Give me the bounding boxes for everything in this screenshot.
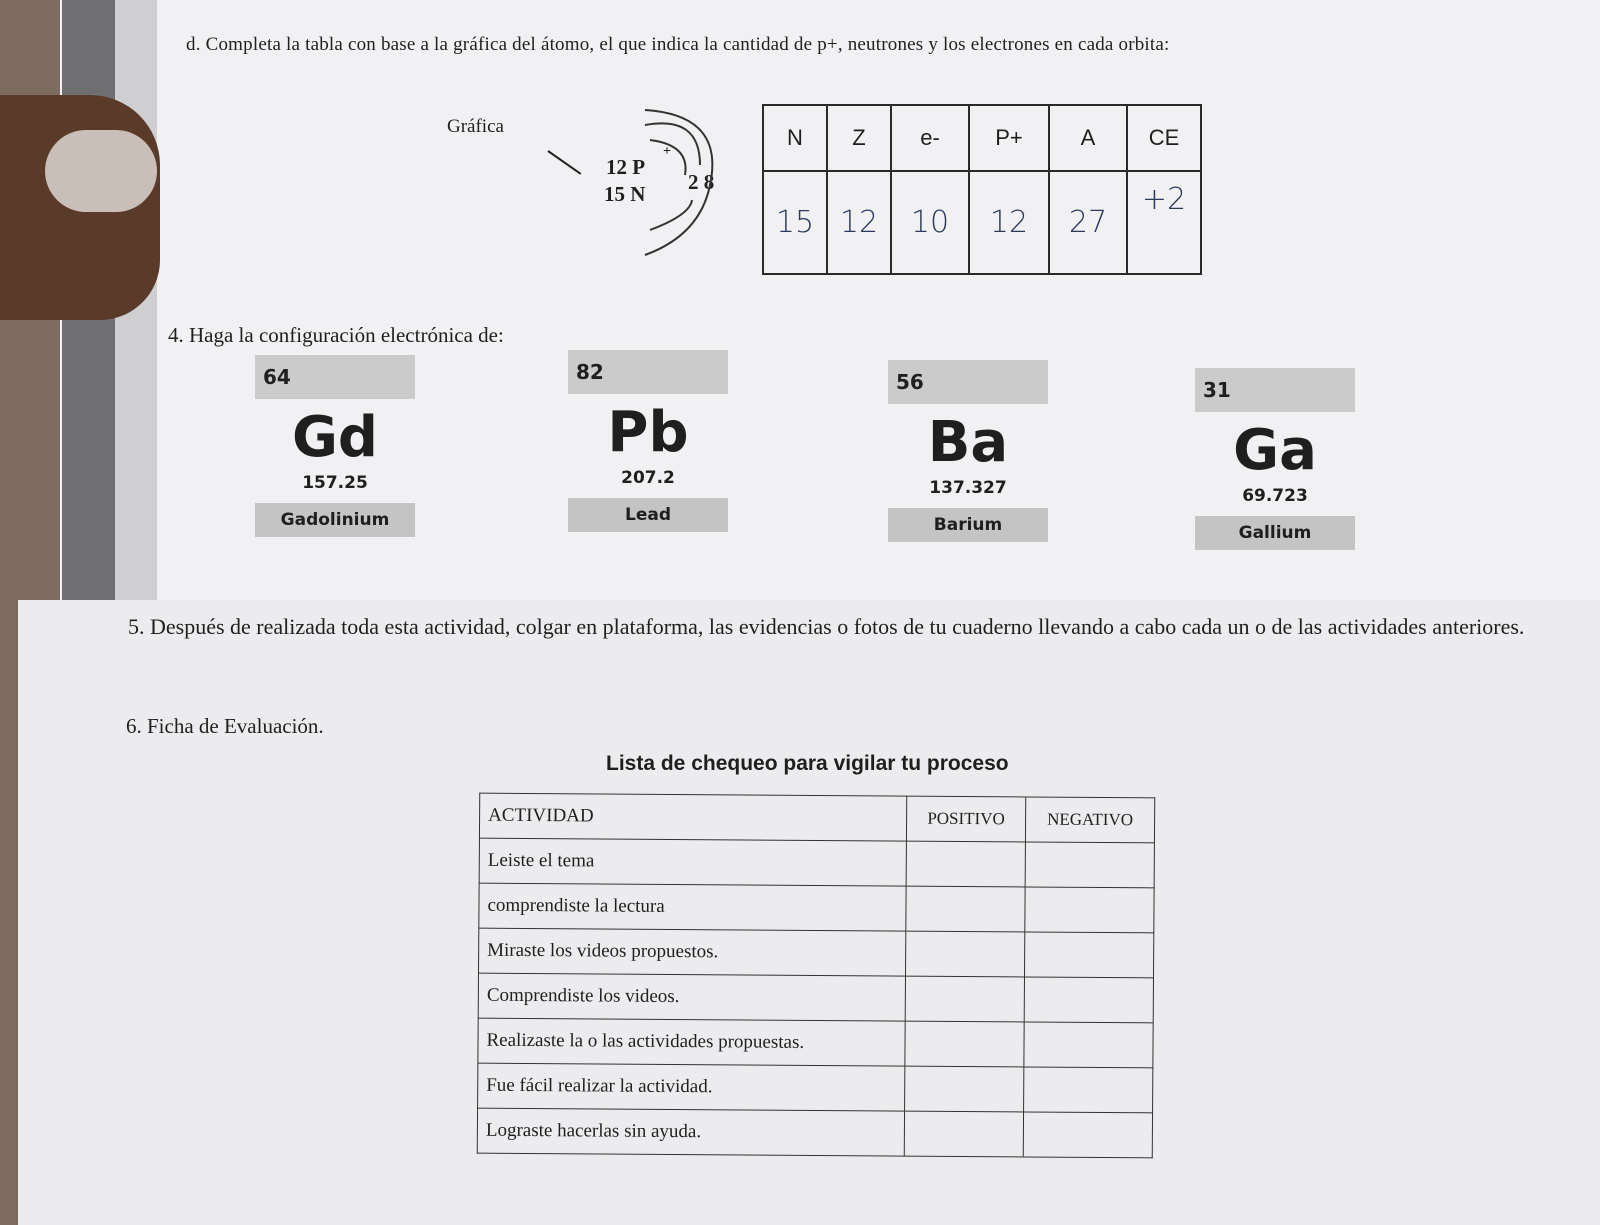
value-n: 15: [763, 171, 827, 274]
atomic-mass: 207.2: [621, 468, 675, 488]
element-name: Gallium: [1195, 516, 1355, 550]
graph-label: Gráfica: [447, 116, 504, 137]
table-row: [478, 1018, 1153, 1068]
table-row: [478, 973, 1153, 1023]
header-a: A: [1049, 105, 1127, 171]
checklist-title: Lista de chequeo para vigilar tu proceso: [606, 752, 1009, 775]
negativo-cell[interactable]: [1023, 1112, 1152, 1158]
atomic-number: 64: [255, 355, 415, 399]
activity-cell: Leiste el tema: [479, 838, 906, 886]
value-p: 12: [969, 171, 1049, 274]
header-ce: CE: [1127, 105, 1201, 171]
element-card-ba: [888, 360, 1048, 560]
positivo-cell[interactable]: [906, 886, 1025, 932]
fingernail: [45, 130, 157, 212]
header-n: N: [763, 105, 827, 171]
positivo-cell[interactable]: [905, 976, 1024, 1022]
negativo-cell[interactable]: [1024, 977, 1153, 1023]
element-symbol: Pb: [607, 400, 689, 465]
table-row: [479, 928, 1154, 978]
atomic-number: 31: [1195, 368, 1355, 412]
element-card-ga: [1195, 368, 1355, 568]
element-card-gd: [255, 355, 415, 555]
negativo-cell[interactable]: [1025, 887, 1154, 933]
atomic-number: 82: [568, 350, 728, 394]
header-positivo: POSITIVO: [906, 796, 1025, 842]
activity-cell: Lograste hacerlas sin ayuda.: [477, 1108, 904, 1156]
checklist-table: [477, 793, 1156, 1159]
shell-electrons: 2 8: [688, 170, 715, 194]
header-actividad: ACTIVIDAD: [479, 793, 906, 841]
table-row: [477, 1108, 1152, 1158]
header-negativo: NEGATIVO: [1025, 797, 1154, 843]
section-4-title: 4. Haga la configuración electrónica de:: [168, 323, 504, 347]
section-d-instruction: d. Completa la tabla con base a la gráfica del átomo, el que indica la cantidad de p+, neutrones y los electrones en cada orbita:: [186, 34, 1170, 55]
table-row: [479, 883, 1154, 933]
negativo-cell[interactable]: [1025, 842, 1154, 888]
protons-label: 12 P: [606, 155, 646, 179]
positivo-cell[interactable]: [905, 1021, 1024, 1067]
section-5-text: 5. Después de realizada toda esta actividad, colgar en plataforma, las evidencias o fotos de tu cuaderno llevando a cabo cada un o de las actividades anteriores.: [128, 614, 1525, 639]
element-symbol: Gd: [291, 405, 379, 470]
atomic-number: 56: [888, 360, 1048, 404]
positivo-cell[interactable]: [905, 1066, 1024, 1112]
element-name: Gadolinium: [255, 503, 415, 537]
section-6-title: 6. Ficha de Evaluación.: [126, 714, 324, 738]
activity-cell: Miraste los videos propuestos.: [479, 928, 906, 976]
value-ce: +2: [1127, 171, 1201, 274]
activity-cell: comprendiste la lectura: [479, 883, 906, 931]
value-a: 27: [1049, 171, 1127, 274]
header-z: Z: [827, 105, 891, 171]
value-z: 12: [827, 171, 891, 274]
atomic-mass: 69.723: [1242, 486, 1308, 506]
element-name: Lead: [568, 498, 728, 532]
negativo-cell[interactable]: [1024, 1067, 1153, 1113]
positivo-cell[interactable]: [904, 1111, 1023, 1157]
activity-cell: Comprendiste los videos.: [478, 973, 905, 1021]
atom-data-table: [762, 104, 1202, 275]
atom-table-value-row: [763, 171, 1201, 274]
positivo-cell[interactable]: [906, 841, 1025, 887]
atomic-mass: 137.327: [929, 478, 1007, 498]
positivo-cell[interactable]: [905, 931, 1024, 977]
element-name: Barium: [888, 508, 1048, 542]
activity-cell: Realizaste la o las actividades propuestas.: [478, 1018, 905, 1066]
negativo-cell[interactable]: [1024, 1022, 1153, 1068]
checklist-header-row: [479, 793, 1154, 843]
header-p: P+: [969, 105, 1049, 171]
element-card-pb: [568, 350, 728, 550]
value-e: 10: [891, 171, 969, 274]
plus-superscript: +: [663, 144, 671, 159]
element-symbol: Ga: [1233, 418, 1317, 483]
neutrons-label: 15 N: [604, 182, 646, 206]
atomic-mass: 157.25: [302, 473, 368, 493]
negativo-cell[interactable]: [1024, 932, 1153, 978]
table-row: [478, 1063, 1153, 1113]
header-e: e-: [891, 105, 969, 171]
electron-shells-diagram: [640, 105, 730, 265]
activity-cell: Fue fácil realizar la actividad.: [478, 1063, 905, 1111]
atom-table-header-row: [763, 105, 1201, 171]
table-row: [479, 838, 1154, 888]
element-symbol: Ba: [927, 410, 1009, 475]
